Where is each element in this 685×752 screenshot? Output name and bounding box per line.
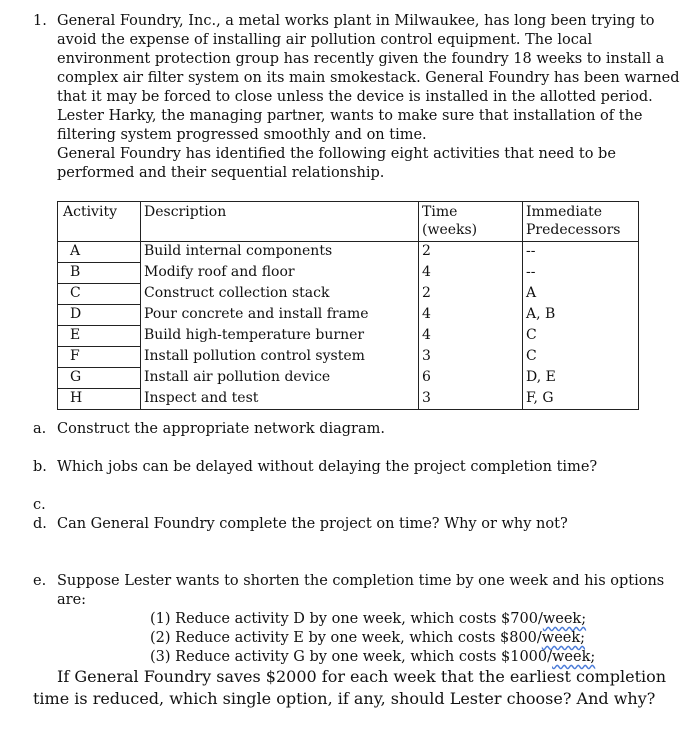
part-e-label: e. bbox=[33, 573, 47, 589]
header-time-label: Time bbox=[422, 204, 458, 220]
activity-id: G bbox=[58, 368, 141, 389]
header-predecessors bbox=[523, 202, 639, 242]
part-b-text: Which jobs can be delayed without delaying the project completion time? bbox=[57, 459, 598, 475]
activity-description: Modify roof and floor bbox=[141, 263, 419, 284]
final-question-line-2: time is reduced, which single option, if any, should Lester choose? And why? bbox=[33, 689, 656, 708]
activity-id: D bbox=[58, 305, 141, 326]
part-e-text-cont: are: bbox=[57, 592, 87, 608]
header-pred-label-2: Predecessors bbox=[526, 222, 621, 238]
question-line: complex air filter system on its main smokestack. General Foundry has been warned bbox=[57, 70, 680, 86]
activity-predecessors: D, E bbox=[523, 368, 639, 389]
part-a-label: a. bbox=[33, 421, 47, 437]
option-1-unit: week; bbox=[542, 611, 587, 627]
activity-time: 4 bbox=[419, 326, 523, 347]
header-time bbox=[419, 202, 523, 242]
header-description: Description bbox=[141, 202, 419, 242]
question-line: Lester Harky, the managing partner, wants to make sure that installation of the bbox=[57, 108, 643, 124]
option-1 bbox=[150, 610, 586, 629]
activity-id: A bbox=[58, 242, 141, 263]
activity-description: Install air pollution device bbox=[141, 368, 419, 389]
question-line: General Foundry, Inc., a metal works plant in Milwaukee, has long been trying to bbox=[57, 13, 655, 29]
part-d-label: d. bbox=[33, 516, 47, 532]
table-row bbox=[58, 305, 639, 326]
option-1-text: (1) Reduce activity D by one week, which costs $700/ bbox=[150, 611, 543, 627]
question-line: filtering system progressed smoothly and on time. bbox=[57, 127, 427, 143]
table-row bbox=[58, 368, 639, 389]
activity-predecessors: A bbox=[523, 284, 639, 305]
activity-predecessors: C bbox=[523, 347, 639, 368]
option-3 bbox=[150, 648, 595, 667]
table-row bbox=[58, 242, 639, 263]
question-line: performed and their sequential relationship. bbox=[57, 165, 385, 181]
activity-time: 4 bbox=[419, 263, 523, 284]
activity-id: F bbox=[58, 347, 141, 368]
final-question-line-1: If General Foundry saves $2000 for each week that the earliest completion bbox=[57, 667, 667, 686]
activity-time: 2 bbox=[419, 242, 523, 263]
activity-time: 4 bbox=[419, 305, 523, 326]
part-c-label: c. bbox=[33, 497, 46, 513]
activity-description: Install pollution control system bbox=[141, 347, 419, 368]
question-line: avoid the expense of installing air pollution control equipment. The local bbox=[57, 32, 593, 48]
question-number: 1. bbox=[33, 13, 47, 29]
header-time-unit: (weeks) bbox=[422, 222, 478, 238]
table-row bbox=[58, 263, 639, 284]
activity-predecessors: F, G bbox=[523, 389, 639, 410]
activity-description: Build high-temperature burner bbox=[141, 326, 419, 347]
part-a-text: Construct the appropriate network diagram. bbox=[57, 421, 385, 437]
activity-id: B bbox=[58, 263, 141, 284]
question-line: that it may be forced to close unless the device is installed in the allotted period. bbox=[57, 89, 653, 105]
table-header-row bbox=[58, 202, 639, 242]
activity-id: H bbox=[58, 389, 141, 410]
part-d-text: Can General Foundry complete the project on time? Why or why not? bbox=[57, 516, 568, 532]
header-pred-label-1: Immediate bbox=[526, 204, 603, 220]
option-2 bbox=[150, 629, 585, 648]
table-row bbox=[58, 389, 639, 410]
header-activity: Activity bbox=[58, 202, 141, 242]
option-2-text: (2) Reduce activity E by one week, which costs $800/ bbox=[150, 630, 542, 646]
activity-predecessors: -- bbox=[523, 242, 639, 263]
activity-predecessors: -- bbox=[523, 263, 639, 284]
table-row bbox=[58, 326, 639, 347]
option-3-unit: week; bbox=[552, 649, 596, 665]
activity-description: Pour concrete and install frame bbox=[141, 305, 419, 326]
activity-description: Build internal components bbox=[141, 242, 419, 263]
question-line: environment protection group has recently given the foundry 18 weeks to install a bbox=[57, 51, 665, 67]
table-row bbox=[58, 347, 639, 368]
table-row bbox=[58, 284, 639, 305]
activity-time: 6 bbox=[419, 368, 523, 389]
activity-time: 2 bbox=[419, 284, 523, 305]
activity-table bbox=[57, 201, 639, 410]
activity-predecessors: A, B bbox=[523, 305, 639, 326]
part-b-label: b. bbox=[33, 459, 47, 475]
option-2-unit: week; bbox=[541, 630, 586, 646]
activity-id: C bbox=[58, 284, 141, 305]
part-e-text: Suppose Lester wants to shorten the completion time by one week and his options bbox=[57, 573, 665, 589]
activity-predecessors: C bbox=[523, 326, 639, 347]
option-3-text: (3) Reduce activity G by one week, which costs $1000/ bbox=[150, 649, 553, 665]
question-line: General Foundry has identified the following eight activities that need to be bbox=[57, 146, 616, 162]
activity-id: E bbox=[58, 326, 141, 347]
activity-description: Construct collection stack bbox=[141, 284, 419, 305]
activity-time: 3 bbox=[419, 389, 523, 410]
activity-description: Inspect and test bbox=[141, 389, 419, 410]
activity-time: 3 bbox=[419, 347, 523, 368]
